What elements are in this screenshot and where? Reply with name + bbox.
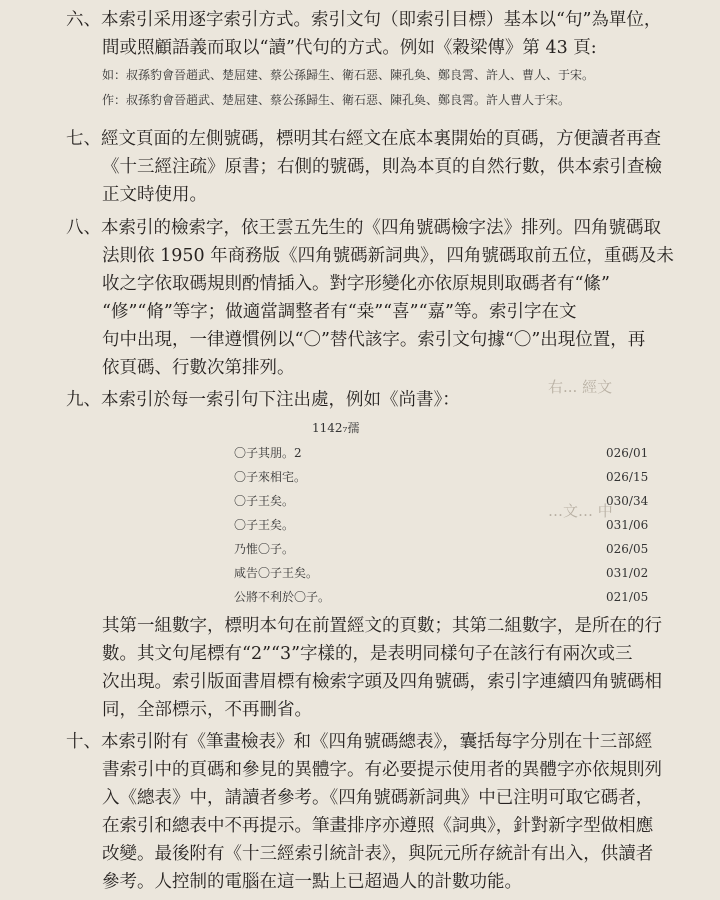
item-6-line-1: 六、本索引采用逐字索引方式。索引文句（即索引目標）基本以“句”為單位， xyxy=(66,10,662,30)
item-9-line-1: 九、本索引於每一索引句下注出處，例如《尚書》： xyxy=(66,390,460,410)
index-entry xyxy=(234,589,649,605)
index-entry-page: 026/05 xyxy=(606,542,649,556)
index-entry-page: 031/06 xyxy=(606,518,649,532)
index-entry-text: 〇子其朋。2 xyxy=(234,446,302,460)
index-entry-text: 〇子王矣。 xyxy=(234,494,295,508)
index-entry-page: 026/01 xyxy=(606,446,649,460)
item-9-explanation-line-2: 數。其文句尾標有“2”“3”字樣的，是表明同樣句子在該行有兩次或三 xyxy=(102,644,633,664)
index-entry-text: 〇子來相宅。 xyxy=(234,470,307,484)
index-entry xyxy=(234,469,649,485)
item-8-line-2: 法則依 1950 年商務版《四角號碼新詞典》，四角號碼取前五位，重碼及未 xyxy=(102,246,674,266)
index-entry-page: 031/02 xyxy=(606,566,649,580)
item-7-line-1: 七、經文頁面的左側號碼，標明其右經文在底本裏開始的頁碼，方便讀者再查 xyxy=(66,129,661,149)
show-through-text: …文… 中 xyxy=(548,502,613,520)
index-entry-page: 026/15 xyxy=(606,470,649,484)
item-8-line-5: 句中出現，一律遵慣例以“〇”替代該字。索引文句據“〇”出現位置，再 xyxy=(102,330,646,350)
item-6-example-original: 如：叔孫豹會晉趙武、楚屈建、蔡公孫歸生、衛石惡、陳孔奐、鄭良霄、許人、曹人、于宋。 xyxy=(102,68,595,82)
index-entry-text: 乃惟〇子。 xyxy=(234,542,295,556)
index-entry-text: 〇子王矣。 xyxy=(234,518,295,532)
item-7-line-2: 《十三經注疏》原書；右側的號碼，則為本頁的自然行數，供本索引查檢 xyxy=(102,157,662,177)
index-entry-page: 030/34 xyxy=(606,494,649,508)
index-entry-header: 1142₇孺 xyxy=(312,421,360,435)
index-entry xyxy=(234,541,649,557)
item-10-line-1: 十、本索引附有《筆畫檢表》和《四角號碼總表》，囊括每字分別在十三部經 xyxy=(66,732,653,752)
item-10-line-4: 在索引和總表中不再提示。筆畫排序亦遵照《詞典》，針對新字型做相應 xyxy=(102,816,654,836)
item-8-line-1: 八、本索引的檢索字，依王雲五先生的《四角號碼檢字法》排列。四角號碼取 xyxy=(66,218,661,238)
index-entry-text: 公將不利於〇子。 xyxy=(234,590,331,604)
index-entry-text: 咸告〇子王矣。 xyxy=(234,566,319,580)
index-entry xyxy=(234,493,649,509)
index-entry xyxy=(234,517,649,533)
item-6-example-revised: 作：叔孫豹會晉趙武、楚屈建、蔡公孫歸生、衛石惡、陳孔奐、鄭良霄。許人曹人于宋。 xyxy=(102,93,571,107)
item-8-line-3: 收之字依取碼規則酌情插入。對字形變化亦依原規則取碼者有“絛” xyxy=(102,274,610,294)
index-entry xyxy=(234,445,649,461)
show-through-text: 右... 經文 xyxy=(548,378,613,396)
item-9-explanation-line-4: 同，全部標示，不再刪省。 xyxy=(102,700,312,720)
item-10-line-3: 入《總表》中，請讀者參考。《四角號碼新詞典》中已注明可取它碼者， xyxy=(102,788,654,808)
item-10-line-5: 改變。最後附有《十三經索引統計表》，與阮元所存統計有出入，供讀者 xyxy=(102,844,654,864)
item-8-line-4: “修”“脩”等字；做適當調整者有“桒”“喜”“嘉”等。索引字在文 xyxy=(102,302,577,322)
item-10-line-2: 書索引中的頁碼和參見的異體字。有必要提示使用者的異體字亦依規則列 xyxy=(102,760,662,780)
item-8-line-6: 依頁碼、行數次第排列。 xyxy=(102,358,295,378)
item-6-line-2: 間或照顧語義而取以“讀”代句的方式。例如《穀梁傳》第 43 頁: xyxy=(102,38,597,58)
index-entry xyxy=(234,565,649,581)
item-9-explanation-line-1: 其第一組數字，標明本句在前置經文的頁數；其第二組數字，是所在的行 xyxy=(102,616,662,636)
item-7-line-3: 正文時使用。 xyxy=(102,185,207,205)
item-10-line-6: 參考。人控制的電腦在這一點上已超過人的計數功能。 xyxy=(102,872,522,892)
item-9-explanation-line-3: 次出現。索引版面書眉標有檢索字頭及四角號碼，索引字連續四角號碼相 xyxy=(102,672,662,692)
index-entry-page: 021/05 xyxy=(606,590,649,604)
